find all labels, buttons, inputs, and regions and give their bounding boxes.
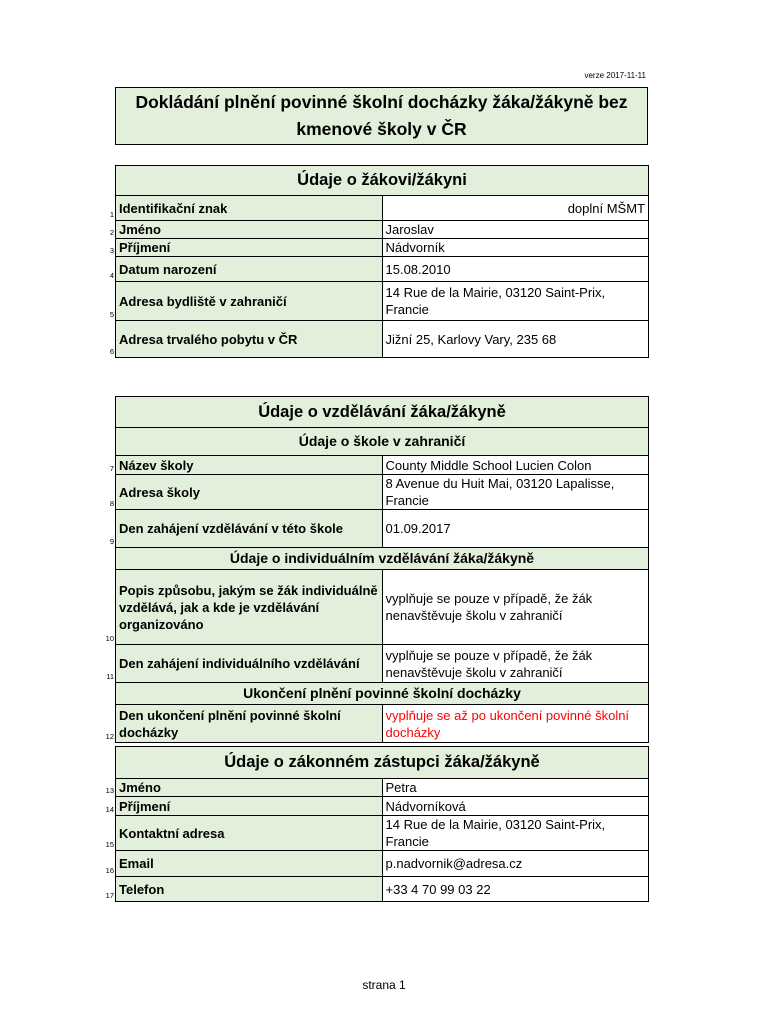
row-number: 11: [106, 672, 114, 681]
version-label: verze 2017-11-11: [584, 71, 646, 80]
end-subheading: Ukončení plnění povinné školní docházky: [116, 683, 649, 705]
row-number: 3: [109, 246, 114, 255]
field-label: 8 Adresa školy: [116, 475, 383, 510]
table-row: [116, 645, 649, 683]
education-section: [105, 396, 649, 743]
field-label: 11 Den zahájení individuálního vzdělávání: [116, 645, 383, 683]
guardian-table: [105, 746, 649, 902]
table-row: [116, 221, 649, 239]
field-value: Petra: [382, 779, 649, 797]
field-value: Jižní 25, Karlovy Vary, 235 68: [382, 321, 649, 358]
table-row: [116, 196, 649, 221]
table-row: [116, 239, 649, 257]
individual-subheading: Údaje o individuálním vzdělávání žáka/žákyně: [116, 548, 649, 570]
field-value: County Middle School Lucien Colon: [382, 456, 649, 475]
page-number: strana 1: [362, 978, 406, 992]
row-number: 13: [105, 786, 114, 795]
row-number: 10: [105, 634, 114, 643]
field-label: 3 Příjmení: [116, 239, 383, 257]
field-value: Jaroslav: [382, 221, 649, 239]
guardian-heading: Údaje o zákonném zástupci žáka/žákyně: [116, 747, 649, 779]
table-row: [116, 779, 649, 797]
student-table: [109, 165, 649, 358]
field-label: 2 Jméno: [116, 221, 383, 239]
row-number: 9: [109, 537, 114, 546]
field-label: 7 Název školy: [116, 456, 383, 475]
row-number: 8: [109, 499, 114, 508]
field-label: 12 Den ukončení plnění povinné školní docházky: [116, 705, 383, 743]
field-value: +33 4 70 99 03 22: [382, 877, 649, 902]
row-number: 2: [109, 228, 114, 237]
guardian-section: [105, 746, 649, 902]
table-row: [116, 257, 649, 282]
education-heading: Údaje o vzdělávání žáka/žákyně: [116, 397, 649, 428]
field-value: 14 Rue de la Mairie, 03120 Saint-Prix, Francie: [382, 282, 649, 321]
field-label: 1 Identifikační znak: [116, 196, 383, 221]
field-value: 8 Avenue du Huit Mai, 03120 Lapalisse, Francie: [382, 475, 649, 510]
row-number: 5: [109, 310, 114, 319]
field-label: 16 Email: [116, 851, 383, 877]
school-subheading: Údaje o škole v zahraničí: [116, 428, 649, 456]
field-value: Nádvorník: [382, 239, 649, 257]
field-label: 6 Adresa trvalého pobytu v ČR: [116, 321, 383, 358]
field-value: 15.08.2010: [382, 257, 649, 282]
field-value: vyplňuje se pouze v případě, že žák nenavštěvuje školu v zahraničí: [382, 570, 649, 645]
table-row: [116, 705, 649, 743]
student-heading: Údaje o žákovi/žákyni: [116, 166, 649, 196]
field-value: 01.09.2017: [382, 510, 649, 548]
student-section: [109, 165, 649, 358]
field-label: 9 Den zahájení vzdělávání v této škole: [116, 510, 383, 548]
field-label: 4 Datum narození: [116, 257, 383, 282]
table-row: [116, 510, 649, 548]
table-row: [116, 877, 649, 902]
table-row: [116, 475, 649, 510]
row-number: 12: [105, 732, 114, 741]
row-number: 7: [109, 464, 114, 473]
table-row: [116, 282, 649, 321]
field-value: 14 Rue de la Mairie, 03120 Saint-Prix, Francie: [382, 816, 649, 851]
table-row: [116, 851, 649, 877]
table-row: [116, 797, 649, 816]
field-value: p.nadvornik@adresa.cz: [382, 851, 649, 877]
document-title: Dokládání plnění povinné školní docházky žáka/žákyně bez kmenové školy v ČR: [115, 87, 648, 145]
field-label: 15 Kontaktní adresa: [116, 816, 383, 851]
table-row: [116, 321, 649, 358]
table-row: [116, 816, 649, 851]
field-label: 13 Jméno: [116, 779, 383, 797]
education-table: [105, 396, 649, 743]
field-label: 10 Popis způsobu, jakým se žák individuálně vzdělává, jak a kde je vzdělávání organizováno: [116, 570, 383, 645]
row-number: 1: [109, 210, 114, 219]
table-row: [116, 456, 649, 475]
row-number: 6: [109, 347, 114, 356]
field-label: 17 Telefon: [116, 877, 383, 902]
row-number: 15: [105, 840, 114, 849]
field-label: 14 Příjmení: [116, 797, 383, 816]
field-value-warning: vyplňuje se až po ukončení povinné školní docházky: [382, 705, 649, 743]
table-row: [116, 570, 649, 645]
field-value: doplní MŠMT: [382, 196, 649, 221]
row-number: 14: [105, 805, 114, 814]
field-value: vyplňuje se pouze v případě, že žák nenavštěvuje školu v zahraničí: [382, 645, 649, 683]
field-value: Nádvorníková: [382, 797, 649, 816]
field-label: 5 Adresa bydliště v zahraničí: [116, 282, 383, 321]
row-number: 16: [105, 866, 114, 875]
row-number: 4: [109, 271, 114, 280]
row-number: 17: [105, 891, 114, 900]
